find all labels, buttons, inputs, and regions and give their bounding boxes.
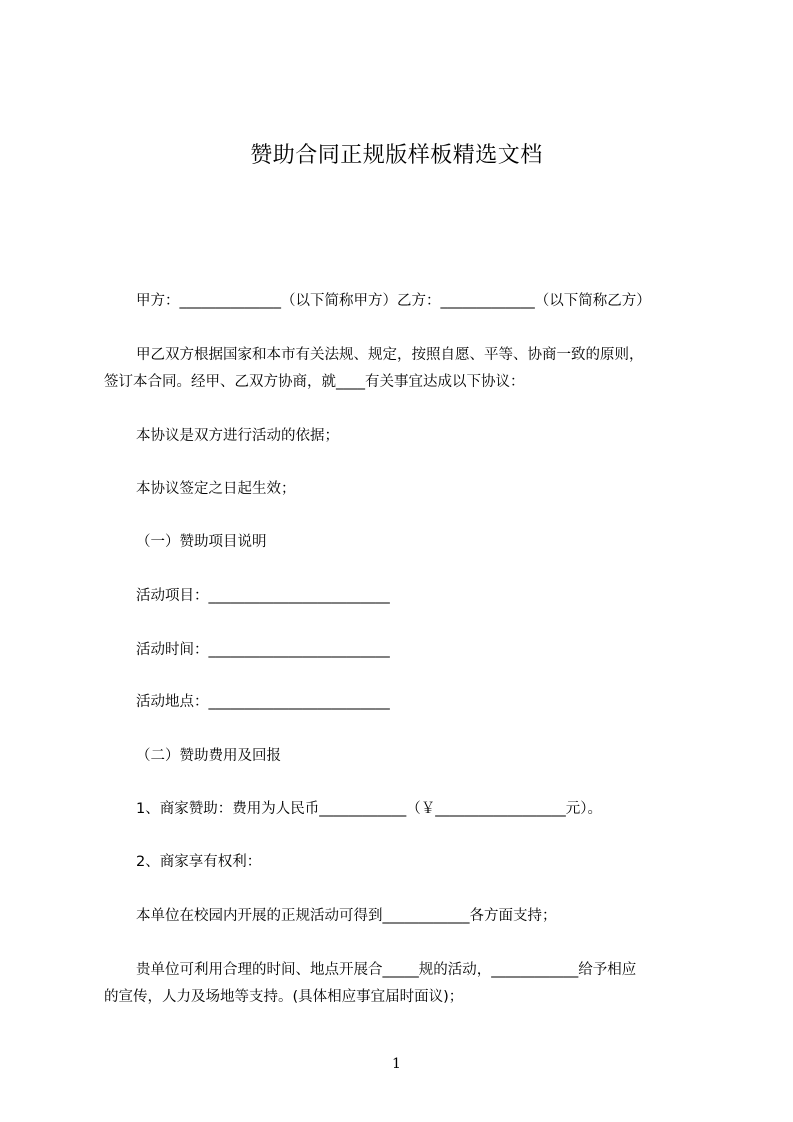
intro-paragraph-line-2: 签订本合同。经甲、乙双方协商，就____有关事宜达成以下协议： (104, 374, 525, 390)
clause-1-sponsorship-fee: 1、商家赞助：费用为人民币____________（￥__________________元）。 (136, 801, 602, 817)
page-number: 1 (392, 1056, 401, 1072)
activity-place-field: 活动地点：_________________________ (136, 694, 390, 710)
effective-clause: 本协议签定之日起生效； (136, 481, 296, 497)
parties-line: 甲方：______________（以下简称甲方）乙方：_____________（以下简称乙方） (136, 293, 651, 309)
support-clause-1: 本单位在校园内开展的正规活动可得到____________各方面支持； (136, 908, 557, 924)
activity-item-field: 活动项目：_________________________ (136, 588, 390, 604)
support-clause-2-line-1: 贵单位可利用合理的时间、地点开展合_____规的活动，____________给予相应 (136, 962, 637, 978)
support-clause-2-line-2: 的宣传，人力及场地等支持。(具体相应事宜届时面议)； (104, 989, 464, 1005)
section-1-heading: （一）赞助项目说明 (136, 534, 267, 550)
document-title: 赞助合同正规版样板精选文档 (250, 143, 543, 168)
section-2-heading: （二）赞助费用及回报 (136, 748, 281, 764)
activity-time-field: 活动时间：_________________________ (136, 642, 390, 658)
intro-paragraph-line-1: 甲乙双方根据国家和本市有关法规、规定，按照自愿、平等、协商一致的原则， (136, 347, 644, 363)
clause-2-merchant-rights: 2、商家享有权利： (136, 854, 262, 870)
basis-clause: 本协议是双方进行活动的依据； (136, 428, 339, 444)
